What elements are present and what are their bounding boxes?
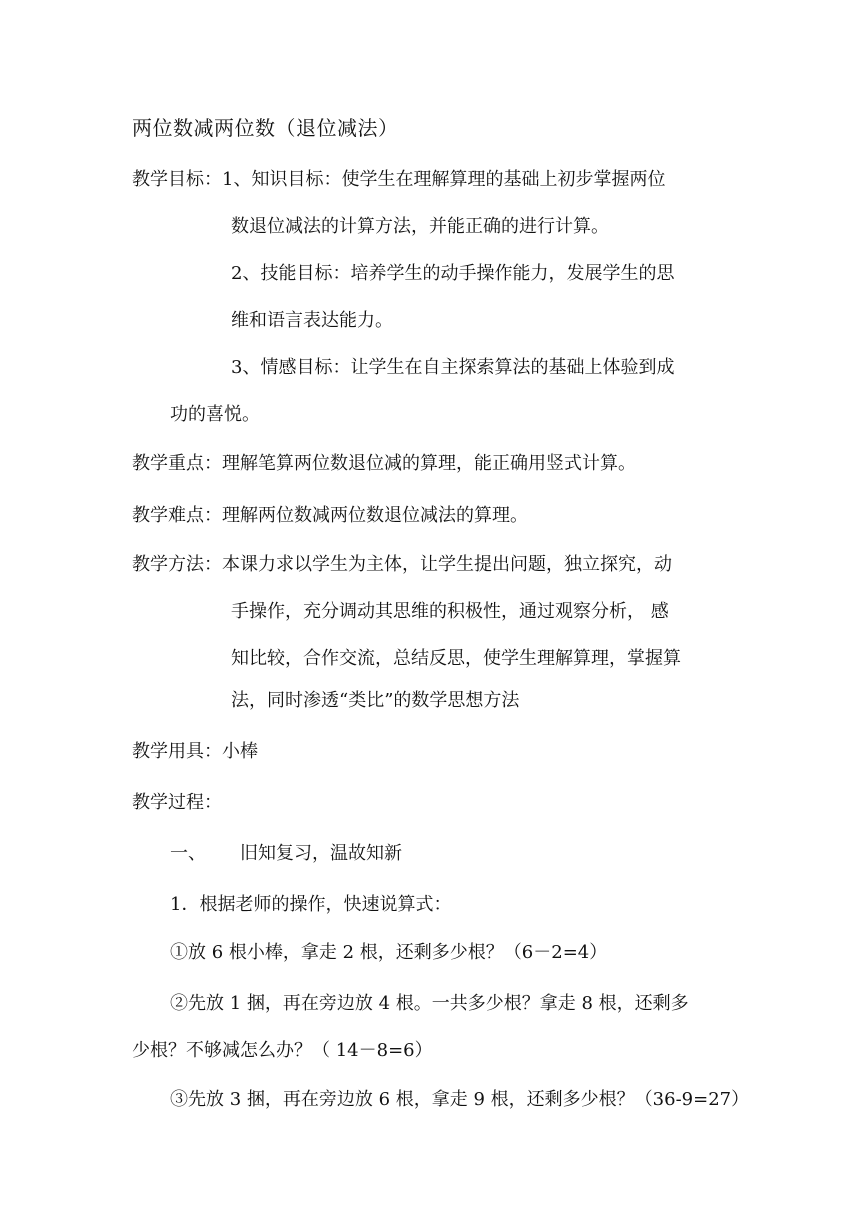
key-point-text: 理解笔算两位数退位减的算理，能正确用竖式计算。 <box>222 453 636 474</box>
objective-3-line-1: 3、情感目标：让学生在自主探索算法的基础上体验到成 <box>231 357 675 378</box>
step-1-instruction: 1．根据老师的操作，快速说算式： <box>170 894 452 915</box>
question-2-line-1: ②先放 1 捆，再在旁边放 4 根。一共多少根？拿走 8 根，还剩多 <box>170 993 689 1014</box>
process-label: 教学过程： <box>132 792 222 813</box>
objectives-label: 教学目标： <box>132 169 222 190</box>
section-1-title: 旧知复习，温故知新 <box>240 843 402 864</box>
objective-2-line-2: 维和语言表达能力。 <box>231 310 393 331</box>
method-line-4: 法，同时渗透“类比”的数学思想方法 <box>231 690 520 711</box>
document-title: 两位数减两位数（退位减法） <box>132 116 399 140</box>
section-1-number: 一、 <box>170 843 206 864</box>
objective-2-line-1: 2、技能目标：培养学生的动手操作能力，发展学生的思 <box>231 263 675 284</box>
method-row-1 <box>132 553 672 577</box>
objectives-row-1 <box>132 168 665 192</box>
tools-label: 教学用具： <box>132 741 222 762</box>
section-1-heading <box>170 842 402 866</box>
difficulty-text: 理解两位数减两位数退位减法的算理。 <box>222 505 528 526</box>
objective-3-line-2: 功的喜悦。 <box>170 404 260 425</box>
difficulty-row <box>132 504 528 528</box>
method-label: 教学方法： <box>132 554 222 575</box>
difficulty-label: 教学难点： <box>132 505 222 526</box>
method-line-1: 本课力求以学生为主体，让学生提出问题，独立探究，动 <box>222 554 672 575</box>
question-1: ①放 6 根小棒，拿走 2 根，还剩多少根？（6－2=4） <box>170 942 608 963</box>
key-point-row <box>132 452 636 476</box>
method-line-2: 手操作，充分调动其思维的积极性，通过观察分析， 感 <box>231 601 669 622</box>
key-point-label: 教学重点： <box>132 453 222 474</box>
objective-1-line-1: 1、知识目标：使学生在理解算理的基础上初步掌握两位 <box>222 169 666 190</box>
question-2-line-2: 少根？不够减怎么办？（ 14－8=6） <box>132 1040 433 1061</box>
tools-text: 小棒 <box>222 741 258 762</box>
tools-row <box>132 740 258 764</box>
method-line-3: 知比较，合作交流，总结反思，使学生理解算理，掌握算 <box>231 648 681 669</box>
objective-1-line-2: 数退位减法的计算方法，并能正确的进行计算。 <box>231 216 609 237</box>
question-3: ③先放 3 捆，再在旁边放 6 根，拿走 9 根，还剩多少根？（36-9=27） <box>170 1089 750 1110</box>
